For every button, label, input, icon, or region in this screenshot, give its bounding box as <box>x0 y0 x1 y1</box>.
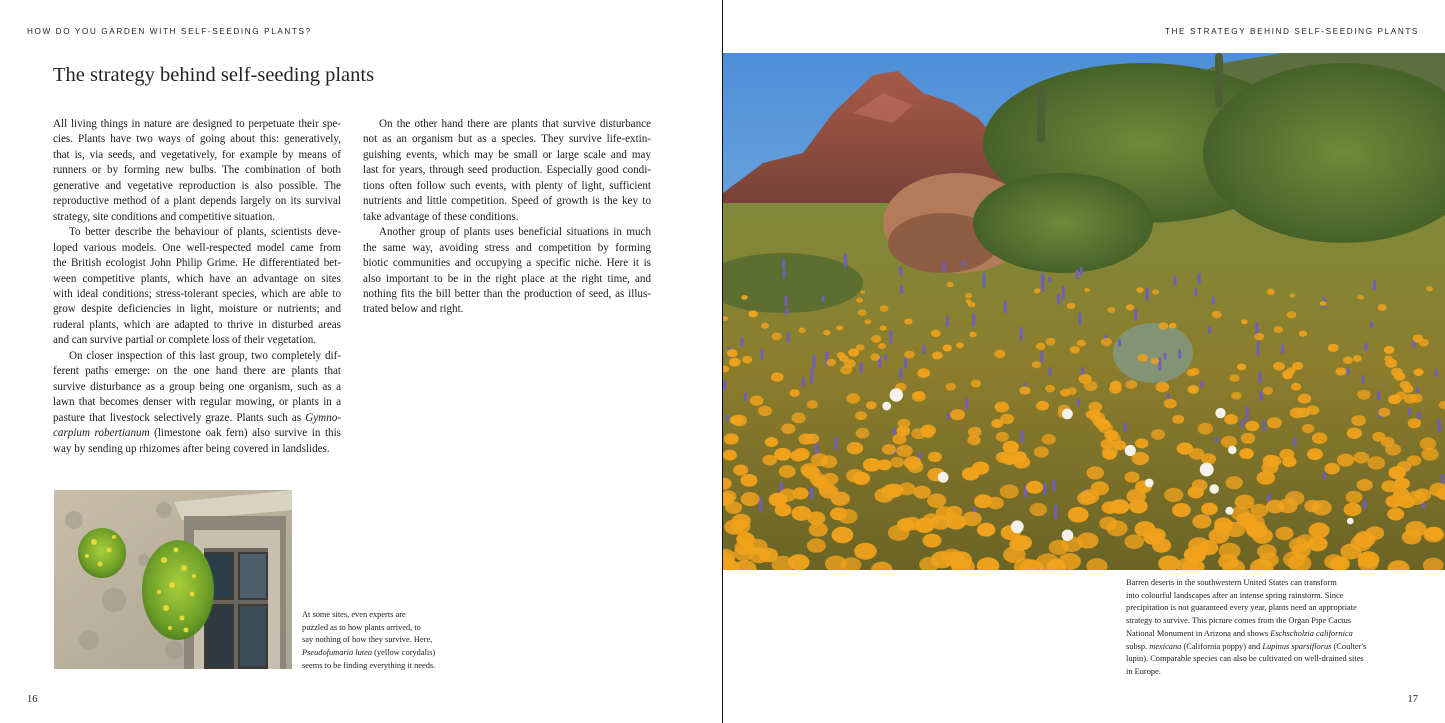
running-head-right: THE STRATEGY BEHIND SELF-SEEDING PLANTS <box>1164 27 1419 36</box>
running-head-left: HOW DO YOU GARDEN WITH SELF-SEEDING PLANTS? <box>27 27 312 36</box>
text-column-1 <box>53 117 341 457</box>
photo-caption-right: Barren deserts in the southwestern United States can transform into colourful landscapes after an intense spring rainstorm. Since precipitation is not guaranteed every year, plants need an appropriate strategy to survive. This picture comes from the Organ Pipe Cactus National Monument in Arizona and shows Eschscholzia californica subsp. mexicana (California poppy) and Lupinus sparsiflorus (Coulter's lupin). Comparable species can also be cultivated on well-drained sites in Europe. <box>1126 578 1367 676</box>
paragraph: On closer inspection of this last group, two completely dif- ferent paths emerge: on the one hand there are plants that survive disturbance as a group being one organism, such as a lawn that becomes denser with regular mowing, or plants in a pasture that livestock selectively graze. Plants such as Gymno- carpium robertianum (limestone oak fern) also survive in this way by sending up rhizomes after being covered in landslides. <box>53 349 341 455</box>
page-number-right: 17 <box>1407 694 1418 705</box>
text-column-2 <box>363 117 651 318</box>
paragraph: All living things in nature are designed to perpetuate their spe- cies. Plants have two ways of going about this: generatively, that is, via seeds, and vegetatively, for example by means of runners or by forming new bulbs. The combination of both generative and vegetative reproduction is also possible. The reproductive method of a plant depends largely on its survival strategy, site conditions and competitive situation. <box>53 118 341 223</box>
photo-caption-left: At some sites, even experts are puzzled as to how plants arrived, to say nothing of how they survive. Here, Pseudofumaria lutea (yellow corydalis) seems to be finding everything it needs. <box>302 610 436 670</box>
page-title: The strategy behind self-seeding plants <box>53 64 375 86</box>
paragraph: On the other hand there are plants that survive disturbance not as an organism but as a species. They survive life-extin- guishing events, which may be small or large scale and may last for years, through seed production. Especially good condi- tions often follow such events, with plenty of light, sufficient nutrients and little competition. Speed of growth is the key to take advantage of these conditions. <box>363 118 651 223</box>
wall-corydalis-photo <box>54 490 292 669</box>
page-number-left: 16 <box>27 694 38 705</box>
paragraph: Another group of plants uses beneficial situations in much the same way, avoiding stress and competition by forming biotic communities and occupying a specific niche. Here it is also important to be in the right place at the right time, and nothing fits the bill better than the production of seed, as illus- trated below and right. <box>363 226 651 316</box>
desert-wildflowers-photo <box>723 53 1445 570</box>
paragraph: To better describe the behaviour of plants, scientists deve- loped various models. One well-respected model came from the British ecologist John Philip Grime. He differentiated bet- ween competitive plants, which have an advantage on sites with ideal conditions; stress-tolerant species, which are able to grow despite deficiencies in light, moisture or nutrients; and ruderal plants, which are adapted to thrive in disturbed areas and can survive partial or complete loss of their vegetation. <box>53 226 341 347</box>
left-page <box>0 0 722 723</box>
right-page <box>723 0 1445 723</box>
